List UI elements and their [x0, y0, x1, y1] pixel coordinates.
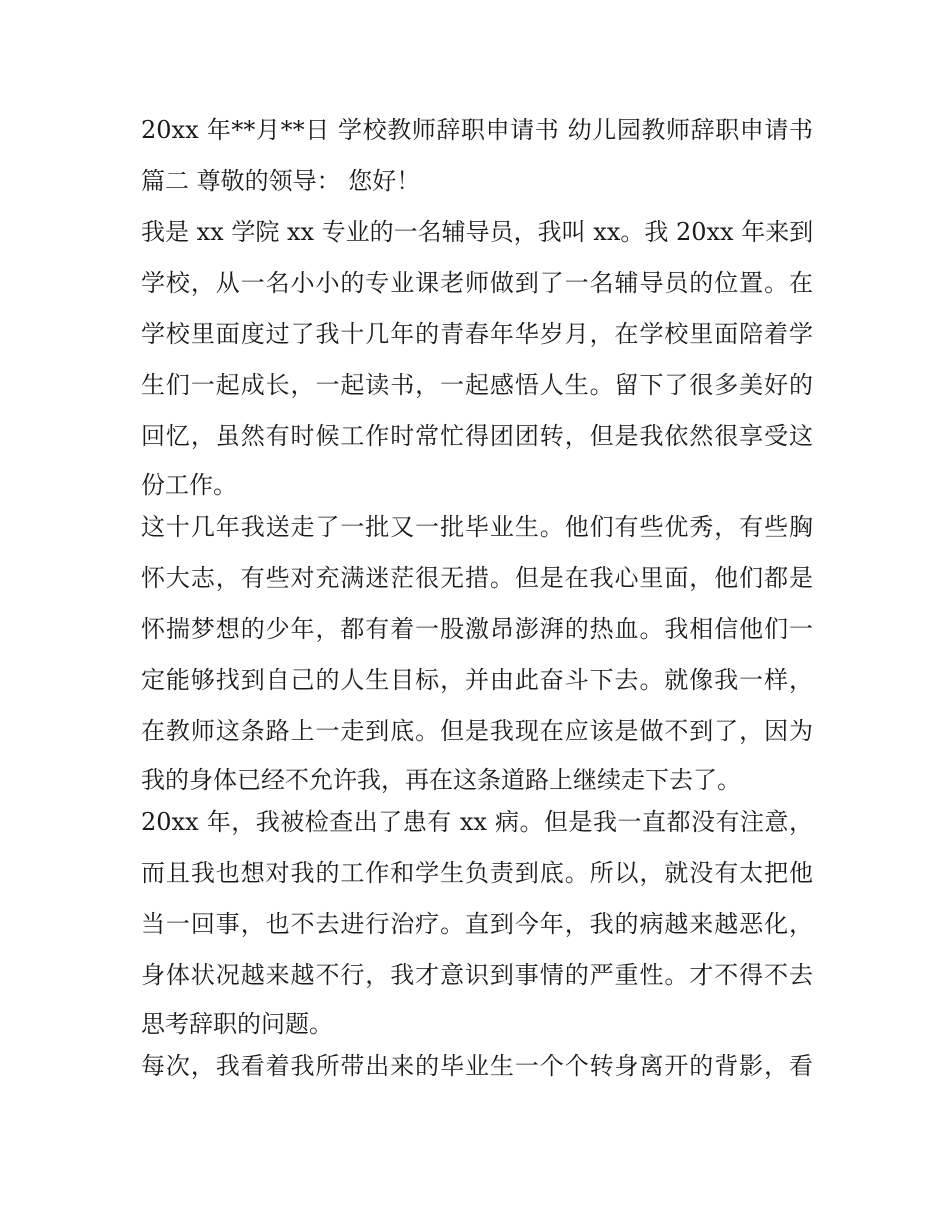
text-line: 这十几年我送走了一批又一批毕业生。他们有些优秀，有些胸	[141, 513, 813, 541]
document-body	[141, 108, 813, 1095]
text-line: 在教师这条路上一走到底。但是我现在应该是做不到了，因为	[141, 717, 813, 745]
text-line: 学校里面度过了我十几年的青春年华岁月，在学校里面陪着学	[141, 320, 813, 348]
text-line: 我是 xx 学院 xx 专业的一名辅导员，我叫 xx。我 20xx 年来到	[141, 218, 814, 246]
text-line: 定能够找到自己的人生目标，并由此奋斗下去。就像我一样，	[141, 666, 813, 694]
text-line: 生们一起成长，一起读书，一起感悟人生。留下了很多美好的	[141, 371, 813, 399]
text-line: 学校，从一名小小的专业课老师做到了一名辅导员的位置。在	[141, 269, 813, 297]
text-line: 份工作。	[141, 471, 237, 499]
text-line: 每次，我看着我所带出来的毕业生一个个转身离开的背影，看	[141, 1052, 813, 1080]
text-line: 我的身体已经不允许我，再在这条道路上继续走下去了。	[141, 766, 741, 794]
text-line: 思考辞职的问题。	[141, 1010, 333, 1038]
text-line: 身体状况越来越不行，我才意识到事情的严重性。才不得不去	[141, 961, 813, 989]
text-line: 当一回事，也不去进行治疗。直到今年，我的病越来越恶化，	[141, 910, 813, 938]
text-line: 而且我也想对我的工作和学生负责到底。所以，就没有太把他	[141, 859, 813, 887]
text-line: 20xx 年**月**日 学校教师辞职申请书 幼儿园教师辞职申请书	[141, 116, 813, 144]
text-line: 怀大志，有些对充满迷茫很无措。但是在我心里面，他们都是	[141, 564, 813, 592]
text-line: 篇二 尊敬的领导： 您好！	[141, 167, 421, 195]
text-line: 怀揣梦想的少年，都有着一股激昂澎湃的热血。我相信他们一	[141, 615, 813, 643]
text-line: 回忆，虽然有时候工作时常忙得团团转，但是我依然很享受这	[141, 422, 813, 450]
text-line: 20xx 年，我被检查出了患有 xx 病。但是我一直都没有注意，	[141, 808, 813, 836]
